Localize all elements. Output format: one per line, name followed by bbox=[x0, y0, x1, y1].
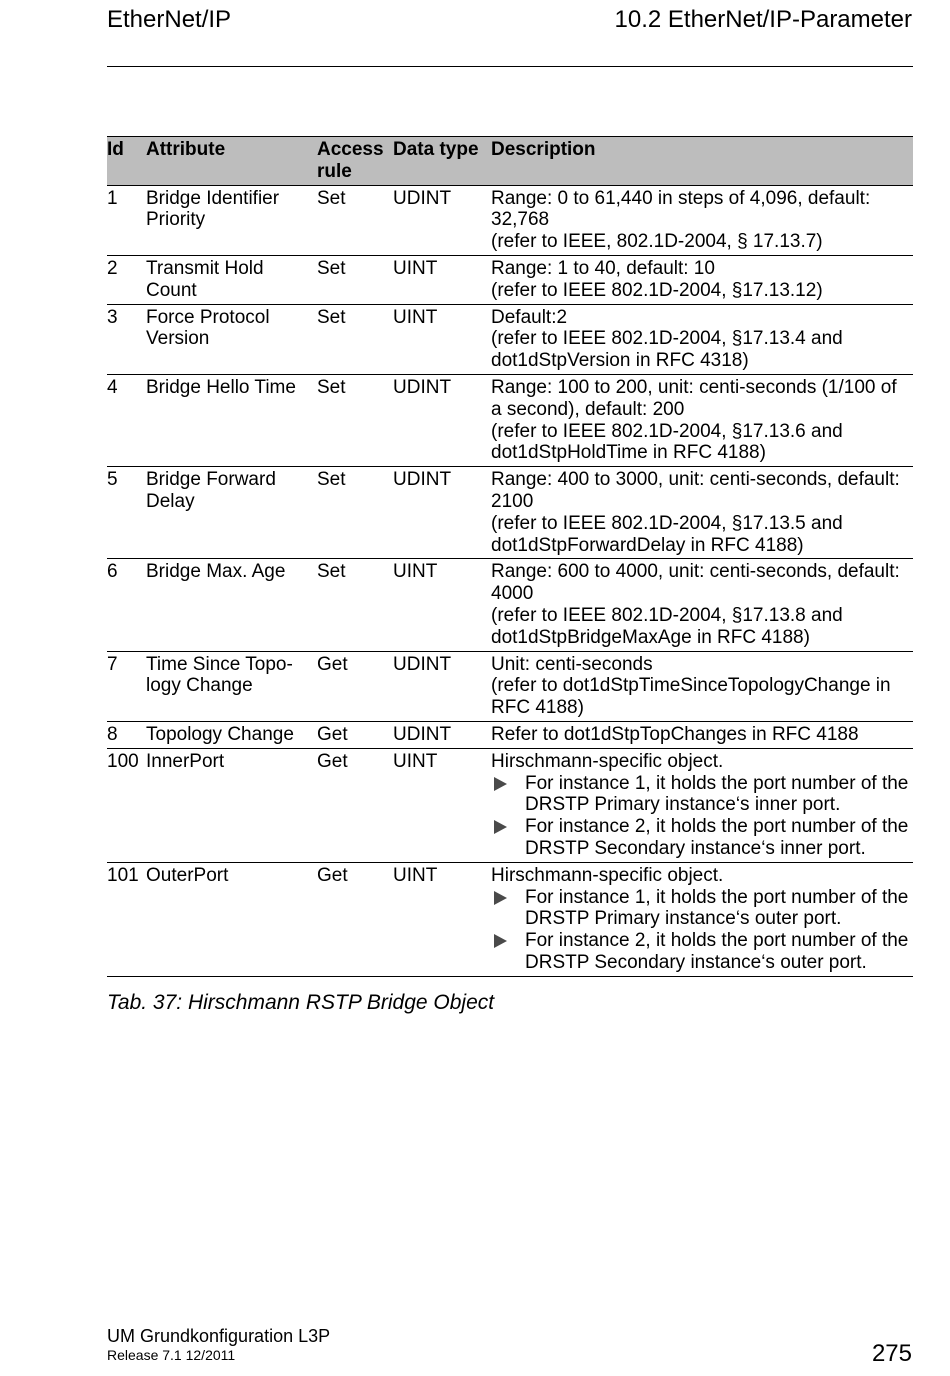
cell-attribute: OuterPort bbox=[146, 862, 317, 976]
footer-manual-title: UM Grundkonfiguration L3P bbox=[107, 1326, 331, 1346]
cell-description bbox=[491, 467, 913, 559]
cell-description bbox=[491, 862, 913, 976]
cell-attribute: InnerPort bbox=[146, 748, 317, 862]
column-header-description: Description bbox=[491, 137, 913, 186]
cell-description bbox=[491, 748, 913, 862]
bullet-text: For instance 1, it holds the port number of the DRSTP Primary instance‘s outer port. bbox=[525, 886, 909, 930]
cell-access-rule: Set bbox=[317, 304, 393, 374]
description-reference: (refer to dot1dStpTimeSinceTopologyChange in RFC 4188) bbox=[491, 675, 891, 719]
cell-id: 3 bbox=[107, 304, 146, 374]
cell-access-rule: Get bbox=[317, 862, 393, 976]
description-line: Range: 0 to 61,440 in steps of 4,096, default: 32,768 bbox=[491, 187, 871, 231]
cell-access-rule: Get bbox=[317, 651, 393, 721]
table-row bbox=[107, 304, 913, 374]
rstp-bridge-object-table bbox=[107, 136, 913, 977]
cell-id: 6 bbox=[107, 559, 146, 651]
bullet-text: For instance 2, it holds the port number of the DRSTP Secondary instance‘s outer port. bbox=[525, 930, 909, 973]
cell-attribute: Force Protocol Version bbox=[146, 304, 317, 374]
bullet-list-item bbox=[491, 887, 909, 931]
cell-access-rule: Set bbox=[317, 255, 393, 304]
table-row bbox=[107, 467, 913, 559]
cell-data-type: UDINT bbox=[393, 651, 491, 721]
cell-id: 8 bbox=[107, 721, 146, 748]
description-reference: (refer to IEEE, 802.1D-2004, § 17.13.7) bbox=[491, 231, 823, 253]
cell-attribute: Bridge Identifier Priority bbox=[146, 185, 317, 255]
table-row bbox=[107, 559, 913, 651]
table-caption: Tab. 37: Hirschmann RSTP Bridge Object bbox=[107, 991, 495, 1014]
table-header-row bbox=[107, 137, 913, 186]
cell-description bbox=[491, 255, 913, 304]
triangle-bullet-icon bbox=[494, 934, 507, 948]
cell-data-type: UINT bbox=[393, 559, 491, 651]
cell-data-type: UINT bbox=[393, 255, 491, 304]
cell-data-type: UINT bbox=[393, 304, 491, 374]
column-header-access-rule: Access rule bbox=[317, 137, 393, 186]
cell-description bbox=[491, 559, 913, 651]
bullet-text: For instance 1, it holds the port number of the DRSTP Primary instance‘s inner port. bbox=[525, 772, 909, 816]
cell-attribute: Bridge Forward Delay bbox=[146, 467, 317, 559]
page-number: 275 bbox=[871, 1340, 912, 1367]
description-line: Hirschmann-specific object. bbox=[491, 750, 724, 772]
column-header-attribute: Attribute bbox=[146, 137, 317, 186]
table-row bbox=[107, 651, 913, 721]
description-line: Unit: centi-seconds bbox=[491, 653, 653, 675]
cell-id: 1 bbox=[107, 185, 146, 255]
description-line: Range: 600 to 4000, unit: centi-seconds, default: 4000 bbox=[491, 561, 900, 605]
description-line: Range: 100 to 200, unit: centi-seconds (1/100 of a second), default: 200 bbox=[491, 376, 897, 420]
description-line: Default:2 bbox=[491, 306, 568, 328]
bullet-text: For instance 2, it holds the port number of the DRSTP Secondary instance‘s inner port. bbox=[525, 816, 909, 859]
cell-data-type: UINT bbox=[393, 862, 491, 976]
description-reference: (refer to IEEE 802.1D-2004, §17.13.6 and dot1dStpHoldTime in RFC 4188) bbox=[491, 420, 843, 464]
cell-id: 5 bbox=[107, 467, 146, 559]
description-reference: (refer to IEEE 802.1D-2004, §17.13.12) bbox=[491, 279, 823, 301]
cell-description bbox=[491, 185, 913, 255]
table-row bbox=[107, 185, 913, 255]
bullet-list-item bbox=[491, 816, 909, 860]
triangle-bullet-icon bbox=[494, 820, 507, 834]
cell-id: 101 bbox=[107, 862, 146, 976]
bullet-list-item bbox=[491, 930, 909, 974]
cell-access-rule: Set bbox=[317, 467, 393, 559]
cell-description bbox=[491, 721, 913, 748]
cell-data-type: UDINT bbox=[393, 721, 491, 748]
cell-description bbox=[491, 304, 913, 374]
table-row bbox=[107, 748, 913, 862]
cell-id: 7 bbox=[107, 651, 146, 721]
cell-description bbox=[491, 651, 913, 721]
column-header-data-type: Data type bbox=[393, 137, 491, 186]
cell-description bbox=[491, 374, 913, 466]
cell-attribute: Topology Change bbox=[146, 721, 317, 748]
description-reference: (refer to IEEE 802.1D-2004, §17.13.4 and dot1dStpVersion in RFC 4318) bbox=[491, 328, 843, 372]
table-row bbox=[107, 374, 913, 466]
cell-data-type: UDINT bbox=[393, 374, 491, 466]
cell-access-rule: Set bbox=[317, 374, 393, 466]
running-header-right: 10.2 EtherNet/IP-Parameter bbox=[614, 6, 912, 33]
description-line: Hirschmann-specific object. bbox=[491, 864, 724, 886]
header-divider bbox=[107, 66, 913, 67]
bullet-list-item bbox=[491, 773, 909, 817]
description-line: Refer to dot1dStpTopChanges in RFC 4188 bbox=[491, 723, 859, 745]
cell-data-type: UDINT bbox=[393, 467, 491, 559]
cell-access-rule: Get bbox=[317, 721, 393, 748]
cell-id: 2 bbox=[107, 255, 146, 304]
triangle-bullet-icon bbox=[494, 777, 507, 791]
cell-data-type: UINT bbox=[393, 748, 491, 862]
description-line: Range: 1 to 40, default: 10 bbox=[491, 257, 715, 279]
cell-id: 4 bbox=[107, 374, 146, 466]
triangle-bullet-icon bbox=[494, 891, 507, 905]
footer-release-info: Release 7.1 12/2011 bbox=[107, 1347, 236, 1363]
cell-access-rule: Set bbox=[317, 185, 393, 255]
column-header-id: Id bbox=[107, 137, 146, 186]
cell-access-rule: Set bbox=[317, 559, 393, 651]
table-row bbox=[107, 721, 913, 748]
description-line: Range: 400 to 3000, unit: centi-seconds, default: 2100 bbox=[491, 469, 900, 512]
cell-attribute: Bridge Hello Time bbox=[146, 374, 317, 466]
cell-data-type: UDINT bbox=[393, 185, 491, 255]
cell-attribute: Time Since Topo- logy Change bbox=[146, 651, 317, 721]
cell-attribute: Transmit Hold Count bbox=[146, 255, 317, 304]
description-reference: (refer to IEEE 802.1D-2004, §17.13.5 and dot1dStpForwardDelay in RFC 4188) bbox=[491, 512, 843, 556]
cell-id: 100 bbox=[107, 748, 146, 862]
table-row bbox=[107, 255, 913, 304]
running-header-left: EtherNet/IP bbox=[107, 6, 232, 33]
table-row bbox=[107, 862, 913, 976]
cell-attribute: Bridge Max. Age bbox=[146, 559, 317, 651]
description-reference: (refer to IEEE 802.1D-2004, §17.13.8 and dot1dStpBridgeMaxAge in RFC 4188) bbox=[491, 604, 843, 648]
cell-access-rule: Get bbox=[317, 748, 393, 862]
